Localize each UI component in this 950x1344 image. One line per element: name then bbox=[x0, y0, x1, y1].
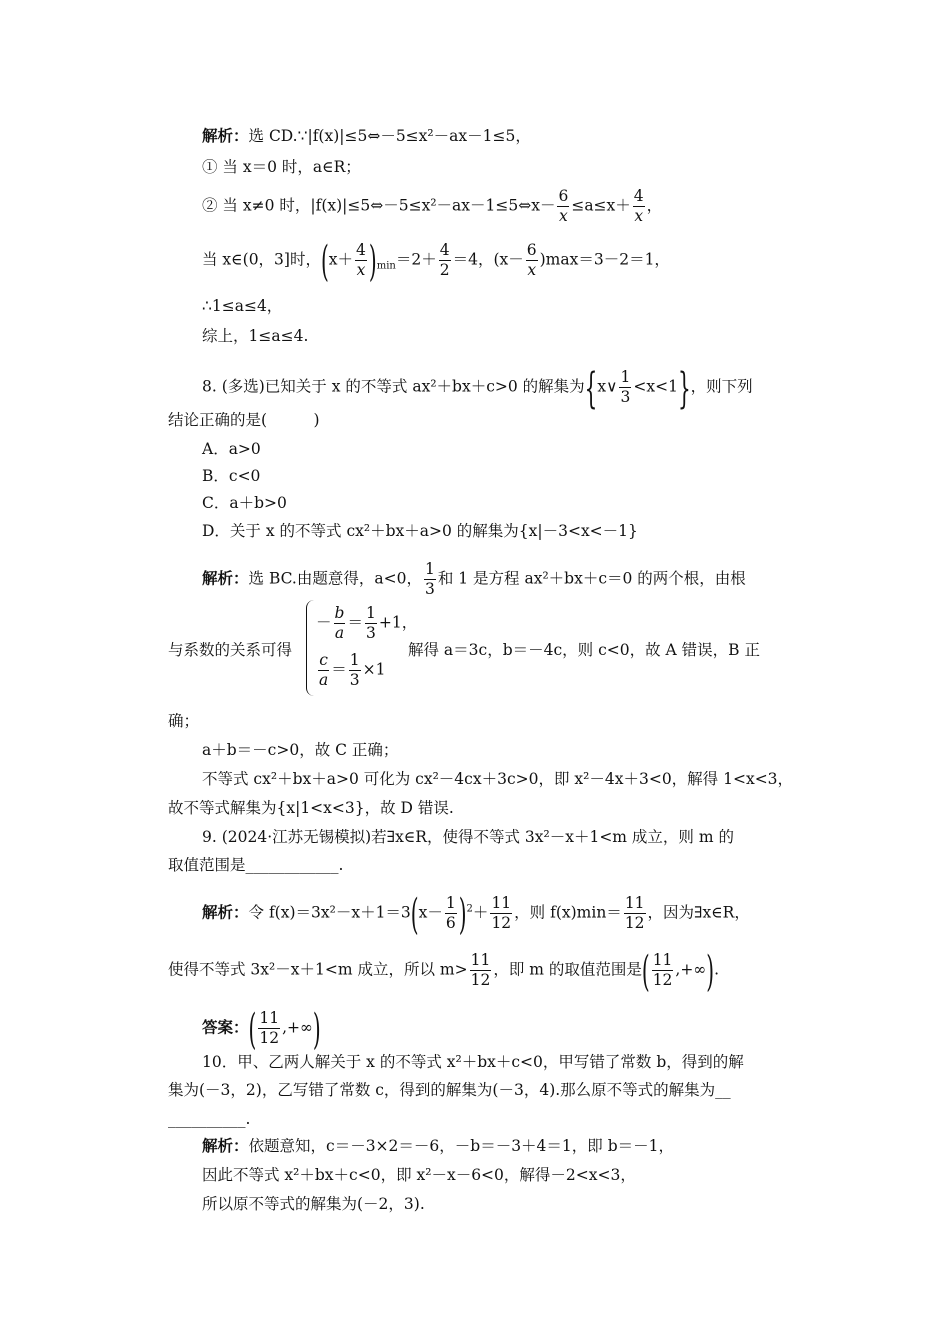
fraction: $\frac{1}{3}$ bbox=[620, 368, 631, 406]
solution-8-line-3: 确； bbox=[168, 712, 200, 730]
question-8-stem-cont: 结论正确的是( ) bbox=[168, 411, 320, 429]
solution-7-line-2: ① 当 x＝0 时，a∈R； bbox=[202, 158, 361, 176]
system-equation-2: $\frac{c}{a}$ ＝ $\frac{1}{3}$ ×1 bbox=[319, 651, 386, 689]
fraction: $\frac{4}{x}$ bbox=[356, 241, 366, 279]
solution-7-line-5: ∴1≤a≤4， bbox=[202, 297, 283, 315]
option-c: C．a＋b>0 bbox=[202, 494, 287, 512]
solution-7-line-6: 综上，1≤a≤4. bbox=[202, 327, 309, 345]
fraction: $\frac{1}{3}$ bbox=[424, 560, 435, 598]
fraction: $\frac{11}{12}$ bbox=[652, 951, 673, 989]
answer-9: 答案：( $\frac{11}{12}$ ,+∞) bbox=[202, 1003, 321, 1054]
solution-label: 解析： bbox=[202, 1136, 249, 1155]
solution-label: 解析： bbox=[202, 568, 249, 588]
fraction: $\frac{11}{12}$ bbox=[470, 951, 491, 989]
fraction: $\frac{4}{x}$ bbox=[633, 187, 644, 225]
fraction: $\frac{4}{2}$ bbox=[439, 241, 450, 279]
solution-8-line-4: a＋b＝－c>0，故 C 正确； bbox=[202, 741, 399, 759]
system-equation-1: － $\frac{b}{a}$ ＝ $\frac{1}{3}$ +1， bbox=[316, 604, 418, 642]
solution-8-line-2b: 解得 a＝3c，b＝－4c，则 c<0，故 A 错误，B 正 bbox=[408, 641, 760, 659]
solution-8-line-2a: 与系数的关系可得 bbox=[168, 641, 293, 659]
solution-9-line-1: 解析：令 f(x)＝3x²－x＋1＝3(x－ $\frac{1}{6}$ )$^2$＋ $\frac{11}{12}$ ，则 f(x)min＝ $\frac{11}{12}$ ，因为∃x∈R， bbox=[202, 888, 750, 939]
fraction: $\frac{11}{12}$ bbox=[491, 894, 512, 932]
solution-8-line-5: 不等式 cx²＋bx＋a>0 可化为 cx²－4cx＋3c>0，即 x²－4x＋3<0，解得 1<x<3， bbox=[202, 770, 794, 788]
solution-10-line-1: 解析：依题意知，c＝－3×2＝－6，－b＝－3＋4＝1，即 b＝－1， bbox=[202, 1136, 674, 1155]
fraction: $\frac{1}{3}$ bbox=[349, 651, 360, 689]
solution-7-line-1: 解析：选 CD.∵|f(x)|≤5⇔－5≤x²－ax－1≤5， bbox=[202, 126, 531, 145]
question-8-stem: 8. (多选)已知关于 x 的不等式 ax²＋bx＋c>0 的解集为{x∨ $\frac{1}{3}$ <x<1}，则下列 bbox=[202, 362, 753, 413]
solution-7-line-3: ② 当 x≠0 时，|f(x)|≤5⇔－5≤x²－ax－1≤5⇔x－ $\frac{6}{x}$ ≤a≤x＋ $\frac{4}{x}$ ， bbox=[202, 187, 663, 225]
question-10-stem-cont-2: __________. bbox=[168, 1110, 251, 1128]
solution-label: 解析： bbox=[202, 126, 249, 145]
fraction: $\frac{c}{a}$ bbox=[319, 651, 329, 689]
solution-9-line-2: 使得不等式 3x²－x＋1<m 成立，所以 m> $\frac{11}{12}$ ，即 m 的取值范围是( $\frac{11}{12}$ ,+∞). bbox=[168, 945, 719, 996]
solution-10-line-3: 所以原不等式的解集为(－2，3). bbox=[202, 1195, 425, 1213]
solution-10-line-2: 因此不等式 x²＋bx＋c<0，即 x²－x－6<0，解得－2<x<3， bbox=[202, 1166, 636, 1184]
fraction: $\frac{b}{a}$ bbox=[334, 604, 345, 642]
fraction: $\frac{1}{3}$ bbox=[365, 604, 376, 642]
question-9-stem-cont: 取值范围是____________. bbox=[168, 856, 344, 874]
answer-label: 答案： bbox=[202, 1017, 249, 1037]
system-brace bbox=[306, 600, 315, 696]
option-a: A．a>0 bbox=[202, 440, 261, 458]
solution-8-line-6: 故不等式解集为{x|1<x<3}，故 D 错误. bbox=[168, 799, 454, 817]
solution-label: 解析： bbox=[202, 902, 249, 922]
solution-7-line-4: 当 x∈(0，3]时，(x＋ $\frac{4}{x}$ )$_{min}=2+$ $\frac{4}{2}$ ＝4，(x－ $\frac{6}{x}$ )max＝3－2＝1， bbox=[202, 235, 670, 286]
question-10-stem: 10．甲、乙两人解关于 x 的不等式 x²＋bx＋c<0，甲写错了常数 b，得到的解 bbox=[202, 1053, 744, 1071]
fraction: $\frac{6}{x}$ bbox=[558, 187, 569, 225]
fraction: $\frac{11}{12}$ bbox=[259, 1009, 280, 1047]
question-10-stem-cont: 集为(－3，2)，乙写错了常数 c，得到的解集为(－3，4).那么原不等式的解集为__ bbox=[168, 1081, 731, 1099]
fraction: $\frac{11}{12}$ bbox=[624, 894, 645, 932]
fraction: $\frac{6}{x}$ bbox=[526, 241, 537, 279]
option-d: D．关于 x 的不等式 cx²＋bx＋a>0 的解集为{x|－3<x<－1} bbox=[202, 522, 638, 540]
fraction: $\frac{1}{6}$ bbox=[445, 894, 456, 932]
question-9-stem: 9. (2024·江苏无锡模拟)若∃x∈R，使得不等式 3x²－x＋1<m 成立，则 m 的 bbox=[202, 828, 734, 846]
option-b: B．c<0 bbox=[202, 467, 261, 485]
solution-8-line-1: 解析：选 BC.由题意得，a<0， $\frac{1}{3}$ 和 1 是方程 ax²＋bx＋c＝0 的两个根，由根 bbox=[202, 560, 746, 598]
